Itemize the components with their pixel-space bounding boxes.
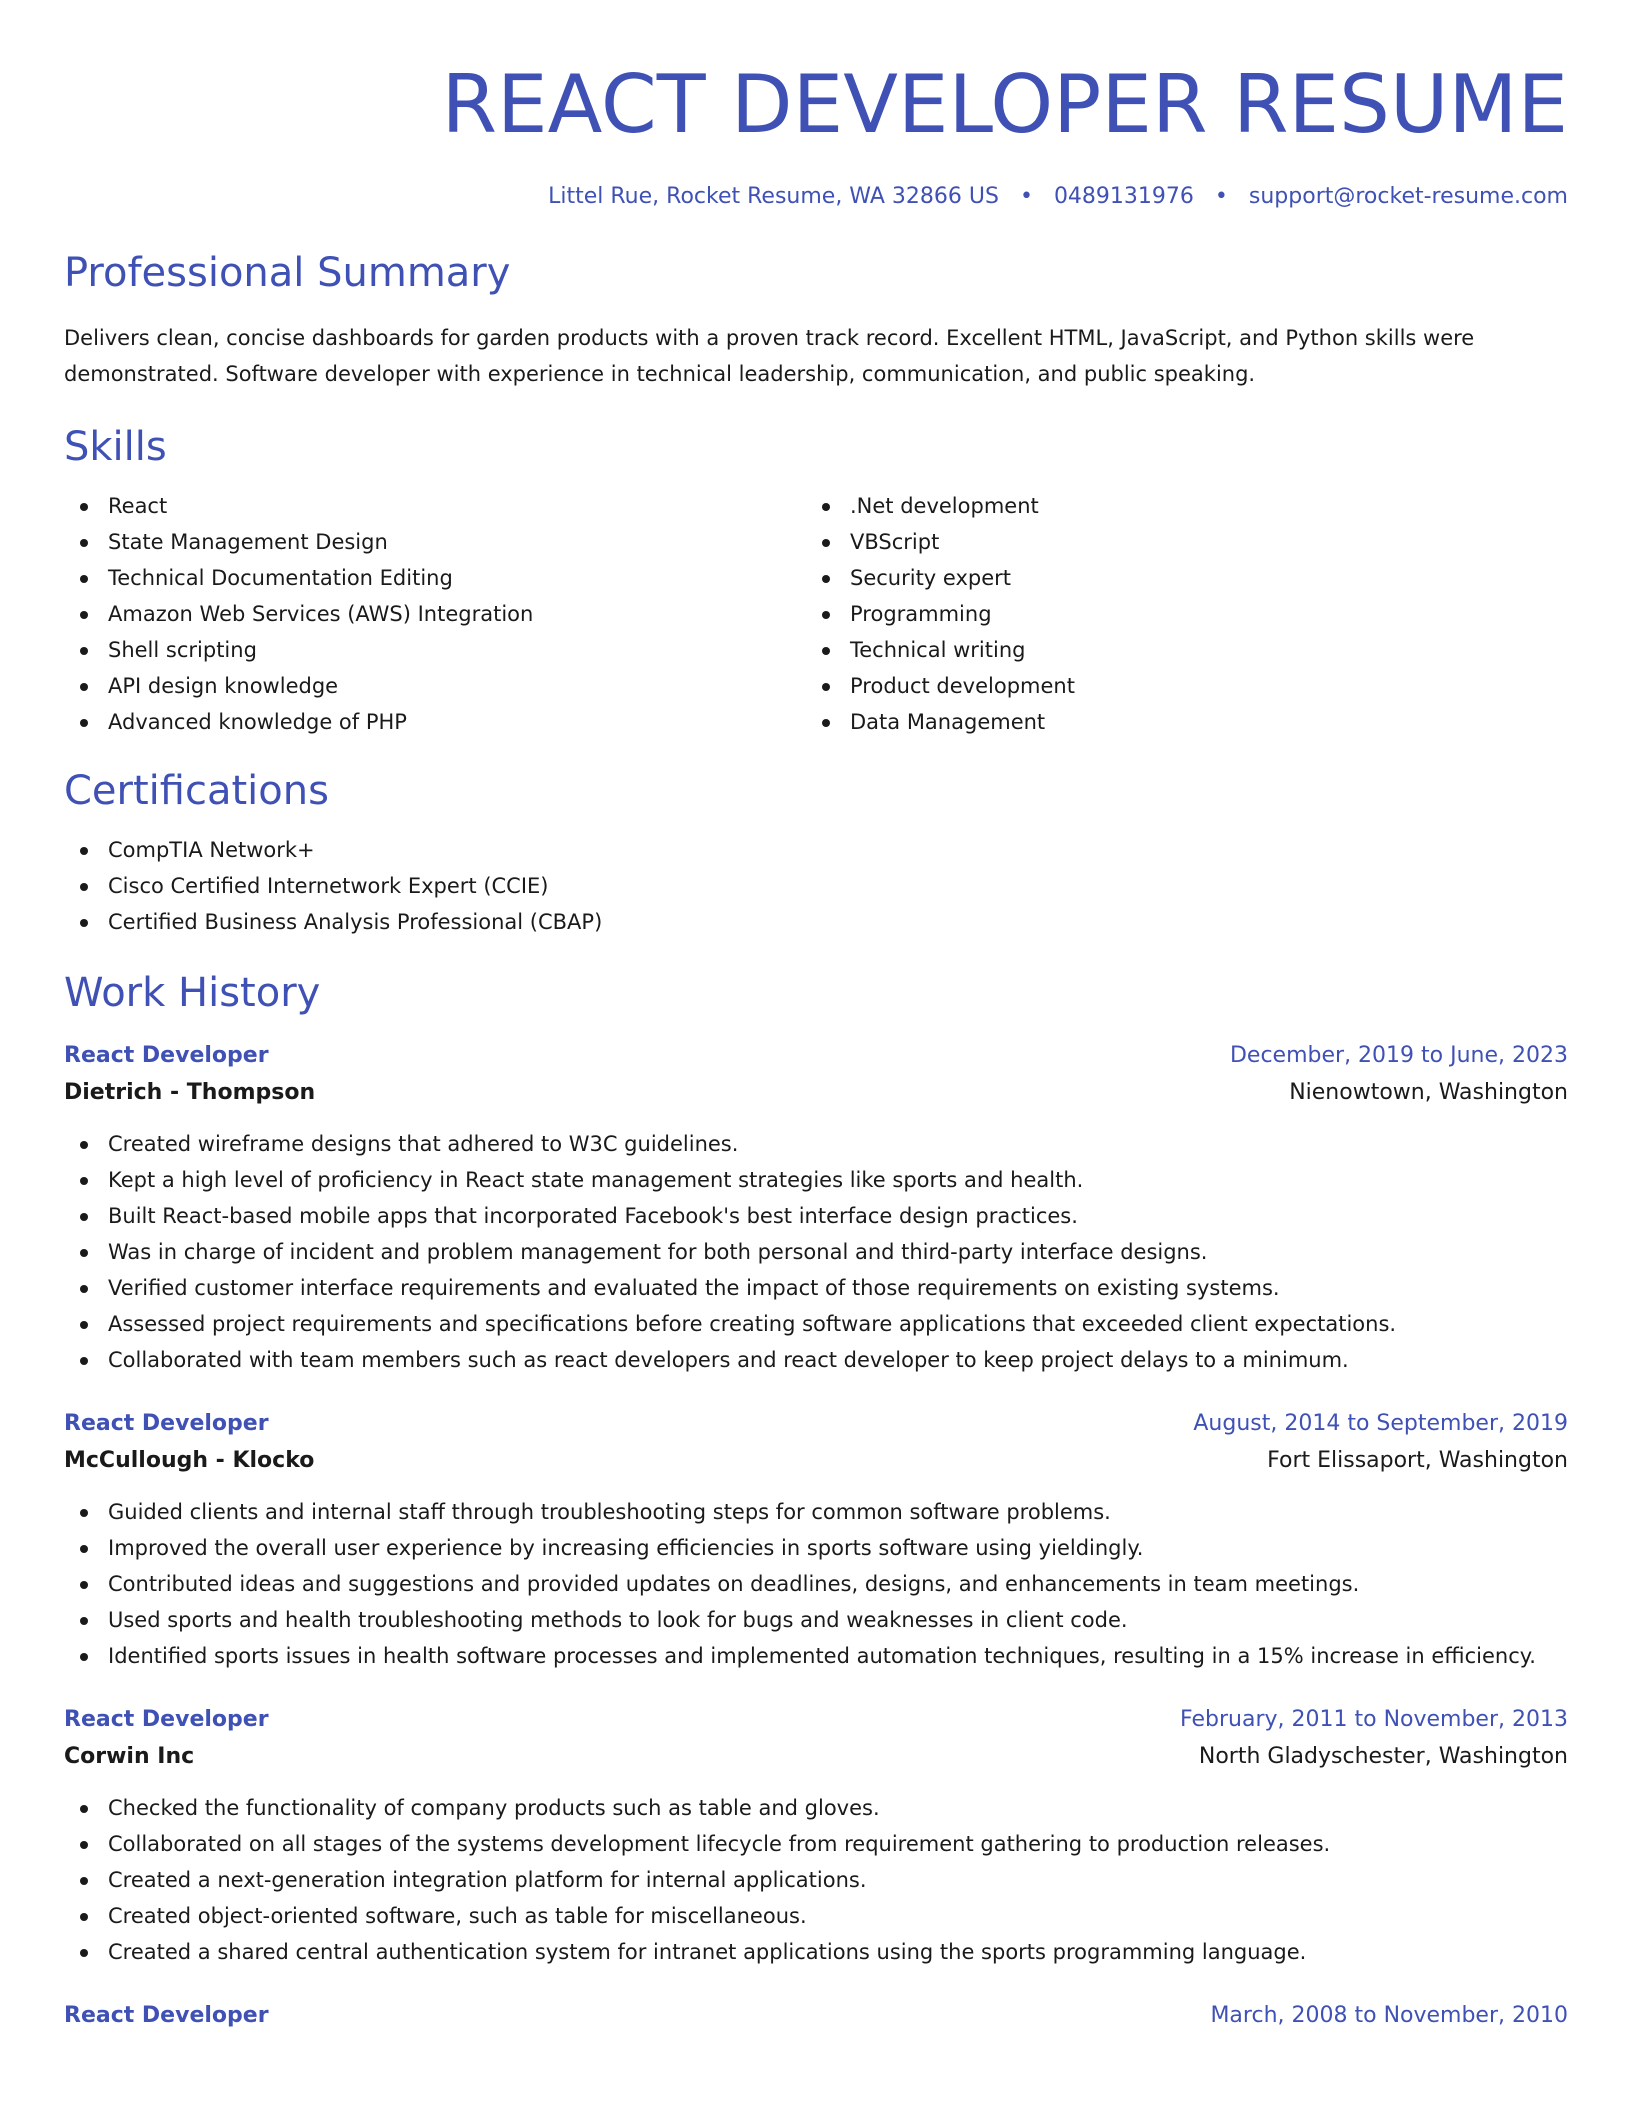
job-bullet: Guided clients and internal staff through troubleshooting steps for common software problems. (64, 1494, 1568, 1530)
contact-line (64, 182, 1568, 212)
certifications-list (64, 832, 1568, 940)
work-history-heading: Work History (64, 970, 321, 1016)
job-bullet: Kept a high level of proficiency in React state management strategies like sports and health. (64, 1162, 1568, 1198)
summary-heading: Professional Summary (64, 250, 511, 296)
job-bullet: Collaborated with team members such as react developers and react developer to keep project delays to a minimum. (64, 1342, 1568, 1378)
skill-item: VBScript (806, 524, 1548, 560)
work-history-list (64, 1038, 1568, 2034)
skills-left-list (64, 488, 806, 740)
skills-list (64, 488, 1568, 740)
job-bullet-list (64, 1494, 1568, 1674)
job-entry (64, 1998, 1568, 2034)
skills-heading: Skills (64, 424, 167, 470)
skill-item: Programming (806, 596, 1548, 632)
skills-column-right (806, 488, 1548, 740)
skill-item: Technical Documentation Editing (64, 560, 806, 596)
job-entry (64, 1406, 1568, 1674)
contact-separator: • (1214, 184, 1228, 209)
job-company-row (64, 1074, 1568, 1112)
job-bullet: Verified customer interface requirements and evaluated the impact of those requirements on existing systems. (64, 1270, 1568, 1306)
skill-item: Data Management (806, 704, 1548, 740)
job-title-row (64, 1998, 1568, 2034)
skill-item: Technical writing (806, 632, 1548, 668)
job-bullet: Was in charge of incident and problem management for both personal and third-party interface designs. (64, 1234, 1568, 1270)
job-title: React Developer (64, 2003, 269, 2028)
skill-item: .Net development (806, 488, 1548, 524)
job-title: React Developer (64, 1043, 269, 1068)
job-title: React Developer (64, 1411, 269, 1436)
job-title: React Developer (64, 1707, 269, 1732)
job-bullet-list (64, 1790, 1568, 1970)
job-company: Corwin Inc (64, 1744, 195, 1769)
job-company: Dietrich - Thompson (64, 1080, 316, 1105)
contact-address: Littel Rue, Rocket Resume, WA 32866 US (548, 184, 999, 209)
job-title-row (64, 1406, 1568, 1442)
job-bullet: Collaborated on all stages of the systems development lifecycle from requirement gathering to production releases. (64, 1826, 1568, 1862)
skill-item: Advanced knowledge of PHP (64, 704, 806, 740)
certification-item: Certified Business Analysis Professional (CBAP) (64, 904, 1568, 940)
resume-header (64, 50, 1568, 212)
job-location: Nienowtown, Washington (1289, 1080, 1568, 1105)
skills-column-left (64, 488, 806, 740)
contact-separator: • (1019, 184, 1033, 209)
job-entry (64, 1702, 1568, 1970)
skill-item: State Management Design (64, 524, 806, 560)
skill-item: Product development (806, 668, 1548, 704)
job-bullet: Checked the functionality of company products such as table and gloves. (64, 1790, 1568, 1826)
resume-name: REACT DEVELOPER RESUME (441, 58, 1568, 151)
job-title-row (64, 1038, 1568, 1074)
job-dates: August, 2014 to September, 2019 (1193, 1411, 1568, 1436)
job-bullet: Identified sports issues in health software processes and implemented automation techniques, resulting in a 15% increase in efficiency. (64, 1638, 1568, 1674)
skills-right-list (806, 488, 1548, 740)
job-bullet: Built React-based mobile apps that incorporated Facebook's best interface design practices. (64, 1198, 1568, 1234)
skill-item: API design knowledge (64, 668, 806, 704)
job-title-row (64, 1702, 1568, 1738)
job-dates: March, 2008 to November, 2010 (1210, 2003, 1568, 2028)
skill-item: Amazon Web Services (AWS) Integration (64, 596, 806, 632)
certification-item: CompTIA Network+ (64, 832, 1568, 868)
skill-item: Security expert (806, 560, 1548, 596)
certification-item: Cisco Certified Internetwork Expert (CCIE) (64, 868, 1568, 904)
contact-phone: 0489131976 (1053, 184, 1194, 209)
job-entry (64, 1038, 1568, 1378)
summary-text: Delivers clean, concise dashboards for garden products with a proven track record. Excellent HTML, JavaScript, and Python skills were demonstrated. Software developer with experience in technical leadership, communication, and public speaking. (64, 326, 1475, 386)
job-bullet: Assessed project requirements and specifications before creating software applications that exceeded client expectations. (64, 1306, 1568, 1342)
job-bullet: Created object-oriented software, such as table for miscellaneous. (64, 1898, 1568, 1934)
certifications-heading: Certifications (64, 768, 329, 814)
job-location: Fort Elissaport, Washington (1267, 1448, 1568, 1473)
job-dates: December, 2019 to June, 2023 (1229, 1043, 1568, 1068)
job-dates: February, 2011 to November, 2013 (1180, 1707, 1568, 1732)
job-company: McCullough - Klocko (64, 1448, 315, 1473)
job-location: North Gladyschester, Washington (1198, 1744, 1568, 1769)
job-bullet-list (64, 1126, 1568, 1378)
job-bullet: Contributed ideas and suggestions and provided updates on deadlines, designs, and enhancements in team meetings. (64, 1566, 1568, 1602)
job-bullet: Created a next-generation integration platform for internal applications. (64, 1862, 1568, 1898)
job-company-row (64, 1442, 1568, 1480)
job-bullet: Created wireframe designs that adhered to W3C guidelines. (64, 1126, 1568, 1162)
job-company-row (64, 1738, 1568, 1776)
resume-page (64, 50, 1568, 2034)
job-bullet: Improved the overall user experience by increasing efficiencies in sports software using yieldingly. (64, 1530, 1568, 1566)
job-bullet: Used sports and health troubleshooting methods to look for bugs and weaknesses in client code. (64, 1602, 1568, 1638)
skill-item: React (64, 488, 806, 524)
contact-email: support@rocket-resume.com (1248, 184, 1568, 209)
job-bullet: Created a shared central authentication system for intranet applications using the sports programming language. (64, 1934, 1568, 1970)
skill-item: Shell scripting (64, 632, 806, 668)
